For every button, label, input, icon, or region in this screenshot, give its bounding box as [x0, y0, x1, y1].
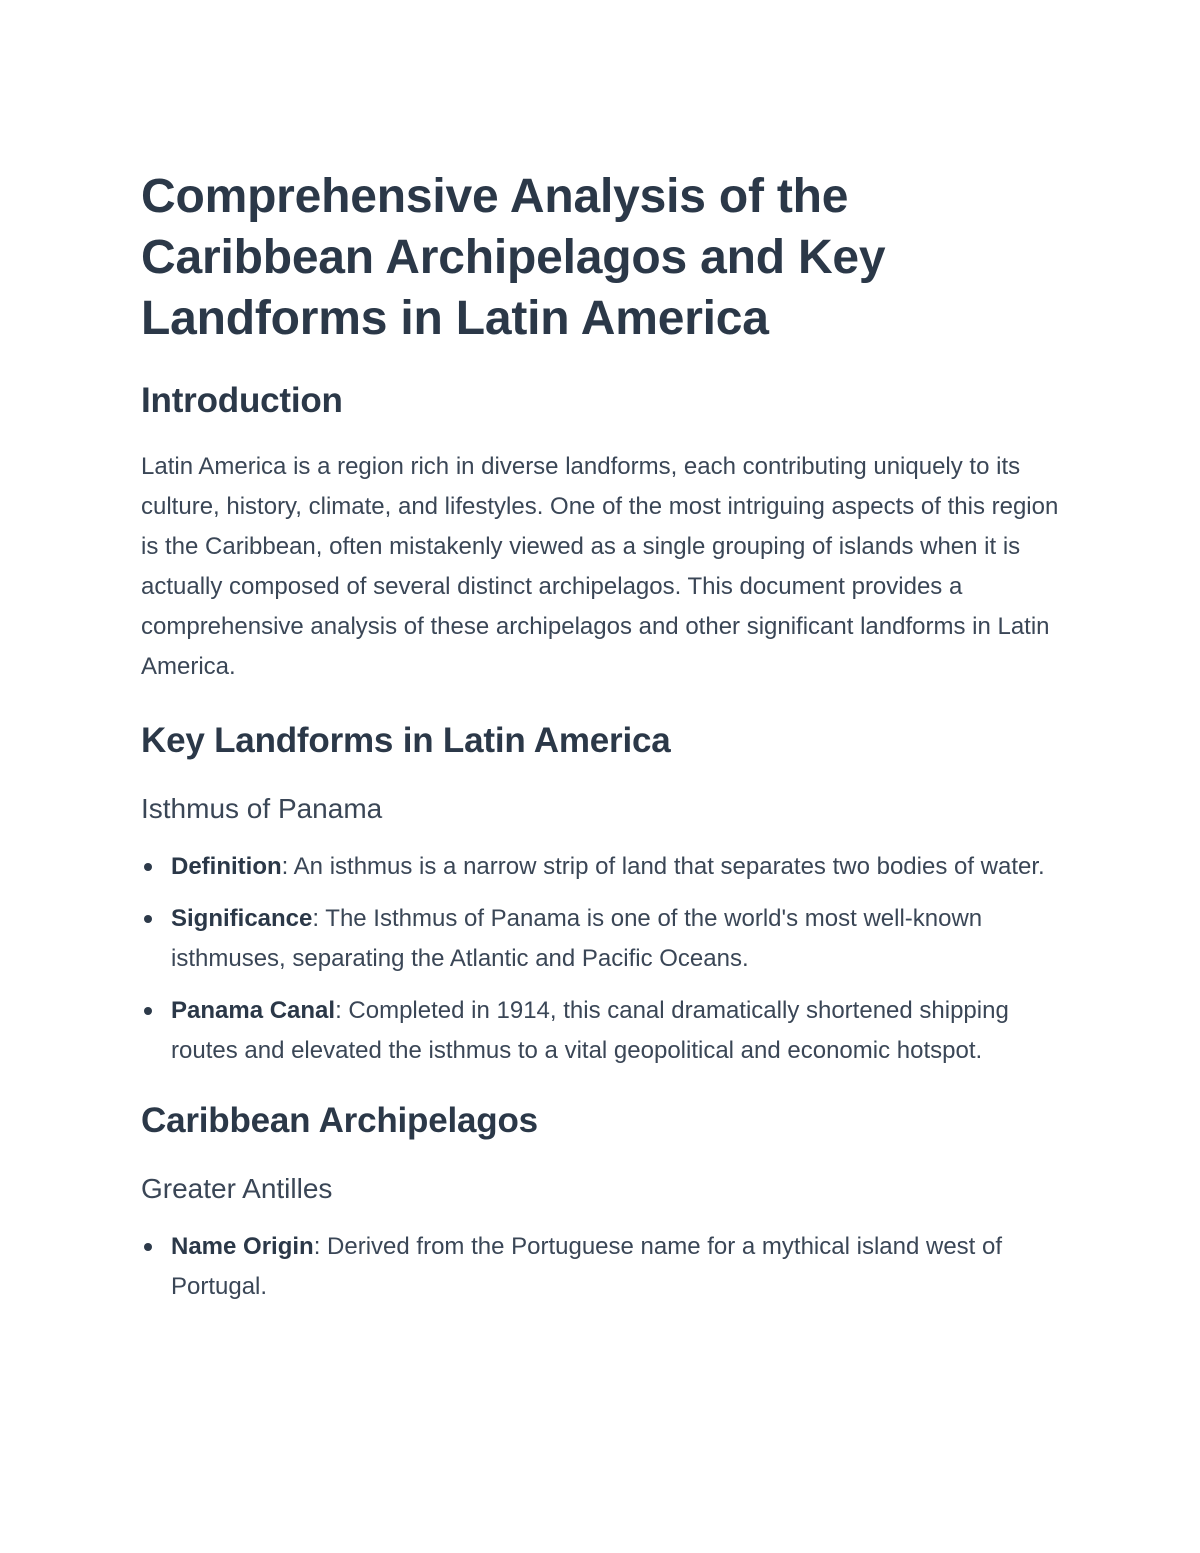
- document-title: Comprehensive Analysis of the Caribbean Archipelagos and Key Landforms in Latin America: [141, 170, 886, 345]
- bullet-icon: [144, 915, 152, 923]
- list-item: [141, 1227, 1071, 1307]
- list-item-text: : Derived from the Portuguese name for a mythical island west of Portugal.: [171, 1233, 1003, 1300]
- bullet-icon: [144, 863, 152, 871]
- caribbean-heading: Caribbean Archipelagos: [141, 1101, 538, 1140]
- isthmus-subheading: Isthmus of Panama: [141, 793, 383, 824]
- isthmus-list: [141, 847, 1071, 1071]
- document-page: [141, 166, 1071, 1307]
- list-item-text: : An isthmus is a narrow strip of land that separates two bodies of water.: [281, 853, 1045, 880]
- introduction-heading: Introduction: [141, 381, 343, 420]
- key-landforms-heading: Key Landforms in Latin America: [141, 721, 671, 760]
- list-item: [141, 899, 1071, 979]
- list-item-term: Name Origin: [171, 1233, 314, 1260]
- list-item-term: Significance: [171, 905, 313, 932]
- list-item-term: Panama Canal: [171, 997, 336, 1024]
- bullet-icon: [144, 1243, 152, 1251]
- list-item-term: Definition: [171, 853, 282, 880]
- list-item: [141, 991, 1071, 1071]
- bullet-icon: [144, 1007, 152, 1015]
- list-item: [141, 847, 1071, 887]
- greater-antilles-subheading: Greater Antilles: [141, 1173, 333, 1204]
- list-item-text: : Completed in 1914, this canal dramatically shortened shipping routes and elevated the isthmus to a vital geopolitical and economic hotspot.: [171, 997, 1009, 1064]
- introduction-paragraph: Latin America is a region rich in diverse landforms, each contributing uniquely to its culture, history, climate, and lifestyles. One of the most intriguing aspects of this region is the Caribbean, often mistakenly viewed as a single grouping of islands when it is actually composed of several distinct archipelagos. This document provides a comprehensive analysis of these archipelagos and other significant landforms in Latin America.: [141, 453, 1059, 680]
- greater-antilles-list: [141, 1227, 1071, 1307]
- list-item-text: : The Isthmus of Panama is one of the world's most well-known isthmuses, separating the Atlantic and Pacific Oceans.: [171, 905, 983, 972]
